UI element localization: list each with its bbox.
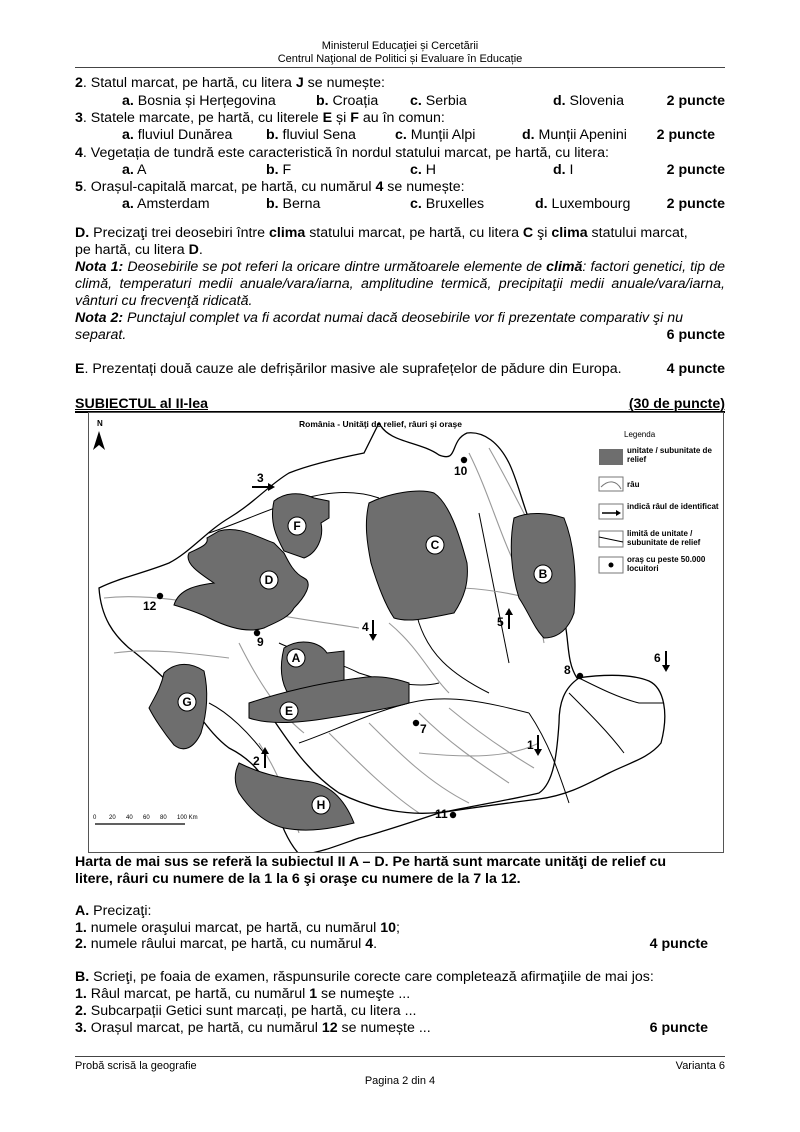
text: statului marcat, xyxy=(587,225,688,241)
bold-text: 10 xyxy=(380,920,396,936)
option-letter: c. xyxy=(410,196,422,212)
question-number: 5 xyxy=(75,179,83,195)
legend-label: unitate / subunitate de relief xyxy=(627,446,712,464)
option-b xyxy=(316,93,378,110)
north-label: N xyxy=(97,419,103,428)
city-label-8: 8 xyxy=(564,663,571,677)
item-number: 2. xyxy=(75,936,87,952)
city-dot-7 xyxy=(413,720,419,726)
nota-2-cont xyxy=(75,327,725,344)
footer-page: Pagina 2 din 4 xyxy=(364,1075,436,1087)
nota-label: Nota 1: xyxy=(75,259,124,275)
relief-label-B xyxy=(534,565,552,583)
item-number: 1. xyxy=(75,986,87,1002)
scale-tick: 100 Km xyxy=(177,815,198,821)
option-letter: b. xyxy=(316,93,329,109)
question-2 xyxy=(75,75,725,92)
legend-city-icon xyxy=(609,563,614,568)
question-bold: 4 xyxy=(375,179,384,195)
text: Precizaţi trei deosebiri între xyxy=(89,225,269,241)
question-text: se numește: xyxy=(303,75,385,91)
option-d xyxy=(553,162,574,179)
option-a xyxy=(122,196,210,213)
points: 6 puncte xyxy=(649,1020,708,1036)
question-text: se numește: xyxy=(383,179,465,195)
option-b xyxy=(266,127,356,144)
text: . xyxy=(198,242,203,258)
question-text: . Vegetația de tundră este caracteristică în nordul statului marcat, pe hartă, cu litera: xyxy=(82,145,609,161)
bold-text: 1 xyxy=(309,986,318,1002)
option-text: Serbia xyxy=(421,93,467,109)
option-c xyxy=(410,93,467,110)
relief-letter: F xyxy=(293,519,301,533)
points: 4 puncte xyxy=(666,361,725,377)
question-4 xyxy=(75,145,725,162)
relief-label-A xyxy=(287,649,305,667)
option-letter: a. xyxy=(122,93,134,109)
section-a xyxy=(75,903,725,920)
map-caption-2: litere, râuri cu numere de la 1 la 6 şi oraşe cu numere de la 7 la 12. xyxy=(75,871,521,887)
relief-label-F xyxy=(288,517,306,535)
nota-1 xyxy=(75,259,725,310)
question-number: 4 xyxy=(75,145,83,161)
scale-tick: 60 xyxy=(143,815,150,821)
option-text: Amsterdam xyxy=(133,196,210,212)
section-b-item-1 xyxy=(75,986,725,1003)
section-b-item-2 xyxy=(75,1003,725,1020)
question-text: . Statul marcat, pe hartă, cu litera xyxy=(82,75,296,91)
relief-label-C xyxy=(426,536,444,554)
footer-divider xyxy=(75,1056,725,1057)
text: pe hartă, cu litera xyxy=(75,242,189,258)
scale-tick: 80 xyxy=(160,815,167,821)
item-number: 3. xyxy=(75,1020,87,1036)
legend-swatch-relief xyxy=(599,449,623,465)
scale-tick: 20 xyxy=(109,815,116,821)
legend-label: oraş cu peste 50.000 locuitori xyxy=(627,555,706,573)
country-border xyxy=(99,423,665,853)
option-text: I xyxy=(565,162,574,178)
option-letter: b. xyxy=(266,196,279,212)
points: 6 puncte xyxy=(666,327,725,343)
option-letter: d. xyxy=(553,162,566,178)
option-letter: d. xyxy=(535,196,548,212)
section-letter: B. xyxy=(75,969,90,985)
option-text: Slovenia xyxy=(565,93,624,109)
river-label-3: 3 xyxy=(257,471,264,485)
option-a xyxy=(122,127,232,144)
header-center: Centrul Naţional de Politici și Evaluare în Educație xyxy=(277,53,523,65)
north-arrow xyxy=(93,419,105,450)
question-number: 3 xyxy=(75,110,83,126)
item-number: 1. xyxy=(75,920,87,936)
option-letter: a. xyxy=(122,127,134,143)
north-arrow-icon xyxy=(93,431,105,450)
question-5 xyxy=(75,179,725,196)
question-text: au în comun: xyxy=(358,110,445,126)
option-d xyxy=(553,93,624,110)
map-caption-1: Harta de mai sus se referă la subiectul II A – D. Pe hartă sunt marcate unităţi de relief cu xyxy=(75,854,667,870)
option-text: Bosnia și Herțegovina xyxy=(133,93,276,109)
subject-title: SUBIECTUL al II-lea xyxy=(75,396,208,412)
option-letter: d. xyxy=(553,93,566,109)
option-text: Bruxelles xyxy=(421,196,485,212)
city-dot-12 xyxy=(157,593,163,599)
map-svg xyxy=(89,413,724,853)
scale-tick: 0 xyxy=(93,815,97,821)
option-a xyxy=(122,93,276,110)
city-dot-8 xyxy=(577,673,583,679)
text: numele oraşului marcat, pe hartă, cu numărul xyxy=(86,920,381,936)
option-b xyxy=(266,162,291,179)
map-legend xyxy=(599,430,724,579)
bold-text: clima xyxy=(551,225,588,241)
option-text: Luxembourg xyxy=(547,196,631,212)
legend-swatch-river xyxy=(599,477,623,491)
option-letter: c. xyxy=(410,162,422,178)
legend-label: indică râul de identificat xyxy=(627,502,719,511)
text: Orașul marcat, pe hartă, cu numărul xyxy=(86,1020,322,1036)
text: Precizaţi: xyxy=(89,903,152,919)
relief-letter: A xyxy=(291,651,301,665)
points: 4 puncte xyxy=(649,936,708,952)
question-text: și xyxy=(332,110,351,126)
text: . Prezentați două cauze ale defrișărilor masive ale suprafețelor de pădure din Europa. xyxy=(84,361,622,377)
option-d xyxy=(535,196,630,213)
text: numele râului marcat, pe hartă, cu numărul xyxy=(86,936,366,952)
text: Subcarpații Getici sunt marcați, pe hartă, cu litera ... xyxy=(86,1003,417,1019)
header-ministry: Ministerul Educaţiei și Cercetării xyxy=(321,40,479,52)
scale-tick: 40 xyxy=(126,815,133,821)
nota-text: Punctajul complet va fi acordat numai dacă deosebirile vor fi prezentate comparativ şi nu xyxy=(123,310,684,326)
section-d-line1 xyxy=(75,225,725,242)
points: 2 puncte xyxy=(666,196,725,212)
river-label-1: 1 xyxy=(527,738,534,752)
nota-2 xyxy=(75,310,725,327)
option-c xyxy=(410,196,484,213)
section-b-item-3 xyxy=(75,1020,725,1037)
item-number: 2. xyxy=(75,1003,87,1019)
question-bold: E xyxy=(322,110,333,126)
relief-label-E xyxy=(280,702,298,720)
section-a-item-2 xyxy=(75,936,725,953)
bold-text: clima xyxy=(268,225,306,241)
option-c xyxy=(395,127,475,144)
river-marker-6 xyxy=(662,651,670,672)
romania-map xyxy=(88,412,724,853)
legend-swatch-arrow xyxy=(599,504,623,519)
legend-title: Legenda xyxy=(624,430,656,439)
points: 2 puncte xyxy=(656,127,715,143)
question-number: 2 xyxy=(75,75,83,91)
text: Scrieţi, pe foaia de examen, răspunsurile corecte care completează afirmaţiile de mai jos: xyxy=(89,969,654,985)
option-letter: d. xyxy=(522,127,535,143)
question-bold: F xyxy=(350,110,359,126)
relief-letter: E xyxy=(284,704,294,718)
map-title: România - Unităţi de relief, râuri şi oraşe xyxy=(299,419,462,429)
points: 2 puncte xyxy=(666,93,725,109)
option-letter: b. xyxy=(266,162,279,178)
option-text: A xyxy=(133,162,147,178)
question-text: . Orașul-capitală marcat, pe hartă, cu numărul xyxy=(82,179,376,195)
relief-letter: B xyxy=(538,567,548,581)
nota-bold: climă xyxy=(546,259,583,275)
option-letter: b. xyxy=(266,127,279,143)
option-d xyxy=(522,127,627,144)
text: ; xyxy=(395,920,400,936)
question-bold: J xyxy=(295,75,304,91)
option-letter: a. xyxy=(122,196,134,212)
option-letter: c. xyxy=(395,127,407,143)
option-text: fluviul Dunărea xyxy=(133,127,233,143)
question-text: . Statele marcate, pe hartă, cu literele xyxy=(82,110,323,126)
city-dot-10 xyxy=(461,457,467,463)
section-a-item-1 xyxy=(75,920,725,937)
relief-letter: C xyxy=(430,538,440,552)
section-e xyxy=(75,361,725,378)
option-text: F xyxy=(278,162,292,178)
river-label-5: 5 xyxy=(497,615,504,629)
option-text: Croația xyxy=(328,93,379,109)
subject-points: (30 de puncte) xyxy=(628,396,725,412)
relief-letter: H xyxy=(316,798,326,812)
text: se numește ... xyxy=(337,1020,431,1036)
city-dot-11 xyxy=(450,812,456,818)
legend-label: limită de unitate / subunitate de relief xyxy=(627,529,701,547)
river-label-4: 4 xyxy=(362,620,369,634)
relief-label-H xyxy=(312,796,330,814)
relief-unit-G xyxy=(149,664,207,748)
bold-text: 4 xyxy=(365,936,374,952)
legend-label: râu xyxy=(627,480,640,489)
text: Râul marcat, pe hartă, cu numărul xyxy=(86,986,310,1002)
city-label-12: 12 xyxy=(143,599,157,613)
bold-text: 12 xyxy=(321,1020,338,1036)
section-letter: A. xyxy=(75,903,90,919)
points: 2 puncte xyxy=(666,162,725,178)
option-letter: c. xyxy=(410,93,422,109)
question-3 xyxy=(75,110,725,127)
river-label-2: 2 xyxy=(253,754,260,768)
option-a xyxy=(122,162,146,179)
option-text: H xyxy=(421,162,437,178)
city-label-9: 9 xyxy=(257,635,264,649)
section-b xyxy=(75,969,725,986)
city-label-10: 10 xyxy=(454,464,468,478)
section-letter: E xyxy=(75,361,85,377)
nota-label: Nota 2: xyxy=(75,310,124,326)
text: . xyxy=(373,936,378,952)
footer-variant: Varianta 6 xyxy=(675,1060,725,1072)
nota-text: Deosebirile se pot referi la oricare dintre următoarele elemente de xyxy=(123,259,547,275)
bold-text: D xyxy=(188,242,199,258)
river-label-6: 6 xyxy=(654,651,661,665)
option-b xyxy=(266,196,320,213)
option-text: Berna xyxy=(278,196,321,212)
footer-exam: Probă scrisă la geografie xyxy=(75,1060,197,1072)
header-divider xyxy=(75,67,725,68)
nota-text: : factori genetici, tip de climă, temperaturi medii anuale/vara/iarna, amplitudine termică, precipitaţii medii anuale/vara/iarna, vânturi cu frecvenţă ridicată. xyxy=(75,259,725,309)
nota-text: separat. xyxy=(75,327,127,343)
section-letter: D. xyxy=(75,225,90,241)
text: şi xyxy=(533,225,552,241)
option-text: fluviul Sena xyxy=(278,127,356,143)
relief-label-D xyxy=(260,571,278,589)
text: se numeşte ... xyxy=(317,986,411,1002)
city-label-11: 11 xyxy=(435,807,448,821)
option-text: Munții Alpi xyxy=(406,127,476,143)
option-letter: a. xyxy=(122,162,134,178)
relief-letter: G xyxy=(182,695,192,709)
option-text: Munții Apenini xyxy=(534,127,627,143)
option-c xyxy=(410,162,436,179)
section-d-line2 xyxy=(75,242,725,259)
text: statului marcat, pe hartă, cu litera xyxy=(305,225,523,241)
scale-bar xyxy=(93,815,198,824)
bold-text: C xyxy=(522,225,534,241)
relief-label-G xyxy=(178,693,196,711)
relief-letter: D xyxy=(264,573,274,587)
city-label-7: 7 xyxy=(420,722,427,736)
